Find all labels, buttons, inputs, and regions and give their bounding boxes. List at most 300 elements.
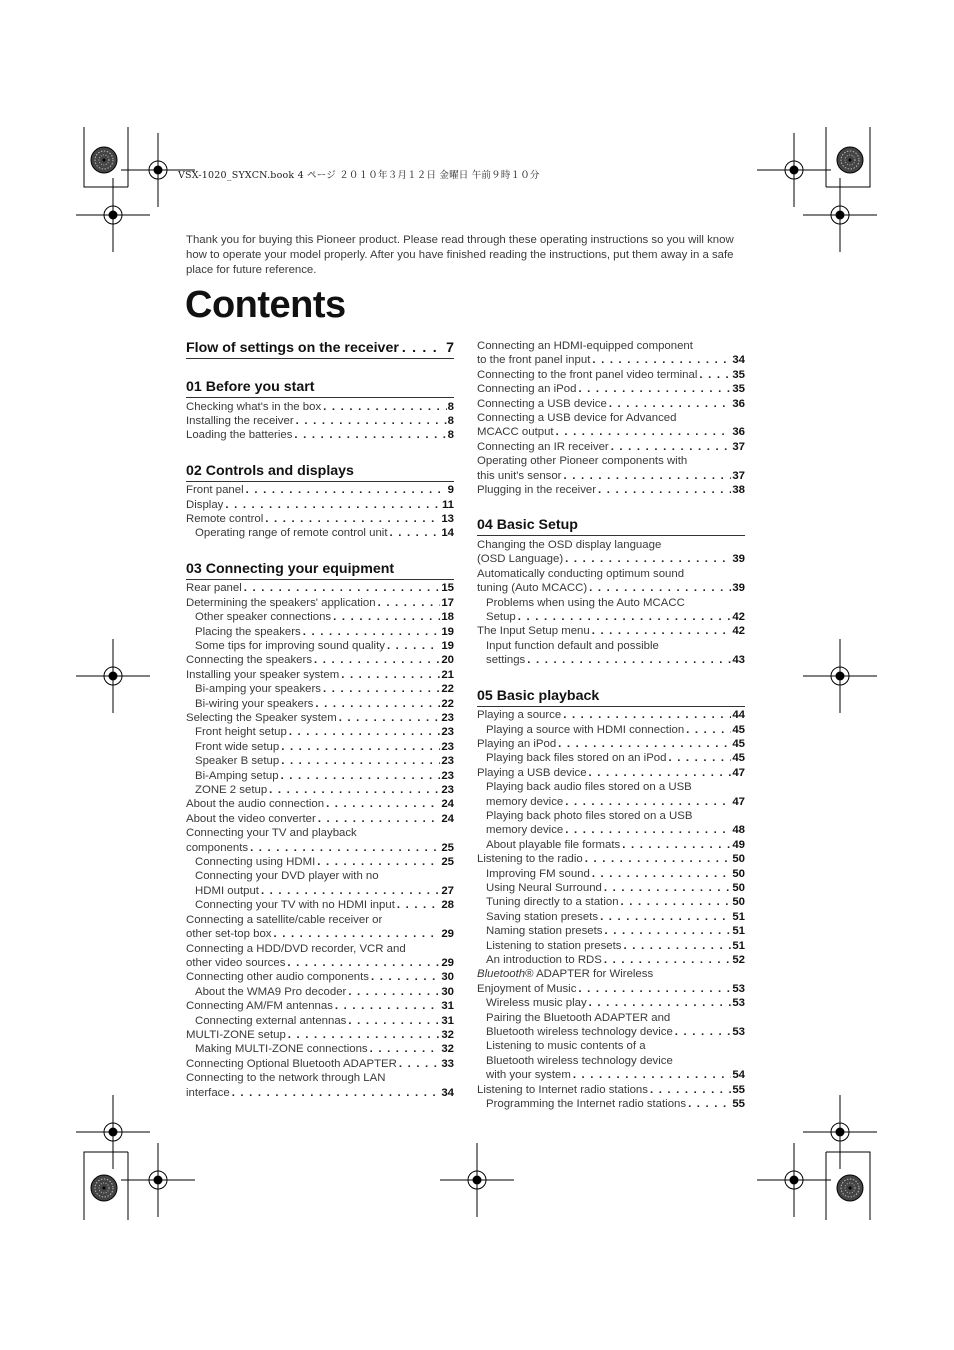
toc-entry-text: tuning (Auto MCACC): [477, 582, 588, 595]
toc-entry-text: Making MULTI-ZONE connections: [195, 1043, 368, 1056]
toc-entry-row: [477, 737, 745, 751]
toc-entry-text: Plugging in the receiver: [477, 484, 597, 497]
toc-entry-text: Connecting a USB device: [477, 397, 607, 410]
toc-entry-text: Connecting your DVD player with no: [195, 870, 379, 883]
toc-entry-text: Playing back files stored on an iPod: [486, 752, 667, 765]
toc-page-number: 15: [441, 582, 454, 595]
toc-entry[interactable]: [186, 826, 454, 855]
toc-leader-dots: [561, 469, 731, 483]
toc-entry-row: [186, 653, 454, 667]
toc-entry-row: [186, 841, 454, 855]
toc-entry[interactable]: [186, 1028, 454, 1042]
toc-page-number: 47: [732, 795, 745, 808]
toc-entry-text: Operating range of remote control unit: [195, 527, 388, 540]
toc-subentry[interactable]: [477, 780, 745, 809]
toc-page-number: 39: [732, 553, 745, 566]
toc-entry-row: [477, 425, 745, 439]
toc-entry[interactable]: [186, 498, 454, 512]
bottom-right-marks: [757, 1095, 877, 1220]
toc-entry-row: [186, 512, 454, 526]
toc-entry[interactable]: [186, 1071, 454, 1100]
toc-entry-row: [186, 400, 454, 414]
toc-leader-dots: [312, 653, 440, 667]
toc-page-number: 38: [732, 484, 745, 497]
toc-entry-text: HDMI output: [195, 884, 259, 897]
toc-subentry[interactable]: [186, 1042, 454, 1056]
toc-page-number: 23: [441, 769, 454, 782]
toc-entry-text: MCACC output: [477, 426, 554, 439]
toc-leader-dots: [590, 624, 732, 638]
toc-subentry[interactable]: [186, 625, 454, 639]
toc-subentry[interactable]: [186, 1014, 454, 1028]
toc-entry-text: Other speaker connections: [195, 611, 332, 624]
toc-entry-row: [195, 985, 454, 999]
toc-section-heading[interactable]: [186, 339, 454, 359]
toc-entry-text: Connecting the speakers: [186, 654, 313, 667]
toc-entry-text: Connecting an IR receiver: [477, 440, 609, 453]
toc-entry[interactable]: [477, 483, 745, 497]
toc-subentry[interactable]: [186, 740, 454, 754]
toc-page-number: 50: [732, 853, 745, 866]
toc-subentry[interactable]: [477, 751, 745, 765]
toc-leader-dots: [223, 498, 441, 512]
toc-subentry[interactable]: [477, 723, 745, 737]
toc-entry[interactable]: [477, 538, 745, 567]
toc-leader-dots: [603, 924, 732, 938]
toc-entry-text: Selecting the Speaker system: [186, 712, 337, 724]
toc-entry-text: other set-top box: [186, 928, 272, 941]
toc-leader-dots: [397, 1057, 440, 1071]
toc-page-number: 32: [441, 1028, 454, 1041]
toc-entry[interactable]: [186, 812, 454, 826]
toc-leader-dots: [596, 483, 731, 497]
toc-entry-row: [486, 795, 745, 809]
toc-entry-text: Listening to music contents of a: [486, 1040, 646, 1053]
toc-entry[interactable]: [186, 668, 454, 682]
toc-subentry[interactable]: [186, 754, 454, 768]
toc-leader-dots: [590, 867, 732, 881]
toc-entry[interactable]: [186, 428, 454, 442]
toc-leader-dots: [242, 581, 441, 595]
toc-leader-dots: [315, 855, 440, 869]
toc-entry[interactable]: [477, 440, 745, 454]
toc-entry-text: with your system: [486, 1069, 571, 1082]
toc-page-number: 23: [441, 784, 454, 797]
toc-subentry[interactable]: [477, 1097, 745, 1111]
toc-entry[interactable]: [186, 596, 454, 610]
toc-entry-text: settings: [486, 654, 526, 667]
toc-leader-dots: [324, 797, 440, 811]
toc-leader-dots: [301, 625, 441, 639]
toc-subentry[interactable]: [186, 639, 454, 653]
toc-section-title: 02 Controls and displays: [186, 462, 354, 479]
toc-section-heading[interactable]: [477, 516, 745, 536]
toc-leader-dots: [399, 339, 444, 357]
toc-subentry[interactable]: [477, 939, 745, 953]
toc-section-page: 7: [446, 340, 454, 356]
toc-subentry[interactable]: [477, 996, 745, 1010]
toc-entry-text: Wireless music play: [486, 997, 587, 1010]
toc-entry-text: Loading the batteries: [186, 429, 293, 442]
toc-entry[interactable]: [477, 339, 745, 368]
toc-entry-row: [186, 711, 454, 725]
toc-entry-row: [186, 668, 454, 682]
toc-entry-text: Installing your speaker system: [186, 668, 340, 681]
toc-entry-row: [186, 797, 454, 811]
toc-entry[interactable]: [477, 368, 745, 382]
toc-page-number: 20: [441, 654, 454, 667]
toc-leader-dots: [230, 1086, 441, 1100]
toc-page-number: 51: [732, 910, 745, 923]
toc-entry[interactable]: [477, 852, 745, 866]
print-header: VSX-1020_SYXCN.book 4 ページ ２０１０年３月１２日 金曜日 午前９時１０分: [178, 170, 540, 181]
toc-entry-text: Pairing the Bluetooth ADAPTER and: [486, 1011, 671, 1024]
toc-leader-dots: [316, 812, 441, 826]
toc-entry-text: Playing back audio files stored on a USB: [486, 781, 692, 794]
toc-page-number: 28: [441, 899, 454, 912]
toc-page-number: 31: [441, 1014, 454, 1027]
toc-entry-row: [486, 881, 745, 895]
toc-page-number: 53: [732, 1026, 745, 1039]
toc-entry[interactable]: [477, 624, 745, 638]
toc-page-number: 36: [732, 397, 745, 410]
toc-entry[interactable]: [477, 737, 745, 751]
toc-subentry[interactable]: [477, 838, 745, 852]
toc-entry-text: Playing a source with HDMI connection: [486, 723, 685, 736]
toc-leader-dots: [385, 639, 440, 653]
toc-entry-text: Placing the speakers: [195, 625, 301, 638]
toc-entry-row: [186, 414, 454, 428]
toc-page-number: 35: [732, 368, 745, 381]
toc-entry-row: [486, 838, 745, 852]
toc-subentry[interactable]: [477, 867, 745, 881]
toc-entry-row: [486, 610, 745, 624]
toc-leader-dots: [607, 397, 732, 411]
toc-leader-dots: [267, 783, 440, 797]
toc-entry-text: Input function default and possible: [486, 639, 659, 652]
toc-section-heading[interactable]: [186, 560, 454, 580]
toc-entry-text: Connecting your TV with no HDMI input: [195, 899, 395, 912]
toc-entry-text: About playable file formats: [486, 838, 621, 851]
toc-subentry[interactable]: [186, 725, 454, 739]
toc-entry[interactable]: [477, 766, 745, 780]
toc-entry-text: An introduction to RDS: [486, 954, 602, 967]
toc-entry-row: [477, 552, 745, 566]
toc-entry-text: Bluetooth wireless technology device: [486, 1054, 673, 1067]
toc-page-number: 50: [732, 882, 745, 894]
toc-entry-row: [195, 725, 454, 739]
toc-entry-row: [477, 368, 745, 382]
toc-leader-dots: [563, 552, 731, 566]
toc-leader-dots: [369, 970, 440, 984]
toc-entry-text: Saving station presets: [486, 910, 599, 923]
toc-leader-dots: [576, 382, 731, 396]
toc-entry-text: other video sources: [186, 956, 286, 969]
toc-leader-dots: [287, 725, 441, 739]
toc-entry-text: Setup: [486, 611, 516, 623]
toc-entry-row: [195, 682, 454, 696]
toc-leader-dots: [648, 1083, 731, 1097]
toc-subentry[interactable]: [477, 924, 745, 938]
toc-entry-row: [477, 624, 745, 638]
toc-page-number: 17: [441, 596, 454, 609]
toc-leader-dots: [673, 1025, 732, 1039]
toc-entry-row: [195, 526, 454, 540]
toc-leader-dots: [292, 428, 446, 442]
toc-entry-text: Front height setup: [195, 726, 287, 739]
toc-leader-dots: [271, 927, 440, 941]
toc-leader-dots: [321, 682, 440, 696]
toc-entry-row: [477, 766, 745, 780]
toc-entry-text: Front panel: [186, 484, 244, 497]
toc-subentry[interactable]: [477, 910, 745, 924]
toc-subentry[interactable]: [186, 898, 454, 912]
toc-entry-row: [195, 1042, 454, 1056]
toc-subentry[interactable]: [477, 1039, 745, 1082]
toc-page-number: 52: [732, 954, 745, 967]
toc-page-number: 35: [732, 383, 745, 396]
toc-entry-row: [477, 581, 745, 595]
toc-page-number: 18: [441, 611, 454, 624]
toc-entry[interactable]: [186, 653, 454, 667]
toc-subentry[interactable]: [186, 697, 454, 711]
toc-section-heading[interactable]: [186, 378, 454, 398]
toc-subentry[interactable]: [477, 953, 745, 967]
toc-entry-row: [186, 428, 454, 442]
toc-entry-row: [195, 1014, 454, 1028]
toc-entry-text: Changing the OSD display language: [477, 538, 662, 551]
toc-entry[interactable]: [186, 913, 454, 942]
toc-leader-dots: [376, 596, 441, 610]
toc-entry-text: Connecting AM/FM antennas: [186, 1000, 333, 1013]
toc-entry-row: [486, 953, 745, 967]
toc-entry[interactable]: [186, 1057, 454, 1071]
toc-leader-dots: [263, 512, 440, 526]
toc-leader-dots: [259, 884, 440, 898]
toc-leader-dots: [697, 368, 731, 382]
toc-entry-row: [195, 610, 454, 624]
toc-page-number: 36: [732, 426, 745, 439]
toc-page-number: 24: [441, 812, 454, 825]
toc-page-number: 8: [447, 429, 454, 442]
toc-column-right: [477, 339, 745, 1112]
toc-entry-text: Installing the receiver: [186, 414, 294, 427]
intro-paragraph: Thank you for buying this Pioneer product. Please read through these operating instructions so you will know how to operate your model properly. After you have finished reading the instructions, put them away in a safe place for future reference.: [186, 234, 734, 276]
toc-page-number: 51: [732, 939, 745, 952]
toc-entry-text: Playing back photo files stored on a USB: [486, 809, 693, 822]
toc-entry-text: Programming the Internet radio stations: [486, 1098, 687, 1111]
toc-entry[interactable]: [186, 942, 454, 971]
toc-entry-text: Playing a source: [477, 709, 562, 722]
toc-subentry[interactable]: [186, 682, 454, 696]
toc-subentry[interactable]: [477, 881, 745, 895]
bottom-center-mark: [440, 1143, 514, 1217]
toc-entry-text: Connecting an HDMI-equipped component: [477, 340, 693, 352]
toc-leader-dots: [368, 1042, 441, 1056]
toc-page-number: 23: [441, 755, 454, 768]
toc-page-number: 14: [441, 527, 454, 540]
toc-entry-row: [486, 1097, 745, 1111]
toc-entry[interactable]: [477, 1083, 745, 1097]
toc-subentry[interactable]: [186, 855, 454, 869]
toc-entry-text: Playing a USB device: [477, 766, 587, 779]
toc-page-number: 23: [441, 740, 454, 753]
toc-subentry[interactable]: [186, 869, 454, 898]
toc-entry-row: [195, 625, 454, 639]
bottom-left-marks: [76, 1095, 195, 1220]
toc-entry-text: Playing an iPod: [477, 737, 557, 750]
toc-page-number: 34: [732, 354, 745, 367]
toc-entry-text: Connecting a HDD/DVD recorder, VCR and: [186, 942, 406, 955]
toc-page-number: 19: [441, 625, 454, 638]
toc-leader-dots: [590, 353, 731, 367]
toc-entry[interactable]: [186, 970, 454, 984]
toc-subentry[interactable]: [186, 610, 454, 624]
toc-leader-dots: [313, 697, 440, 711]
top-left-marks: [76, 127, 195, 252]
toc-leader-dots: [279, 740, 440, 754]
toc-entry-text: Front wide setup: [195, 740, 280, 753]
toc-entry-text: Naming station presets: [486, 925, 603, 938]
toc-entry-text: Some tips for improving sound quality: [195, 639, 385, 652]
top-right-marks: [757, 127, 877, 252]
toc-entry-row: [486, 895, 745, 909]
toc-page-number: 22: [441, 697, 454, 710]
toc-entry-row: [477, 708, 745, 722]
toc-leader-dots: [563, 823, 731, 837]
toc-entry[interactable]: [186, 797, 454, 811]
toc-entry-text: interface: [186, 1086, 230, 1099]
toc-entry-row: [186, 498, 454, 512]
toc-section-title: 05 Basic playback: [477, 687, 600, 704]
toc-leader-dots: [554, 425, 732, 439]
toc-subentry[interactable]: [186, 985, 454, 999]
toc-subentry[interactable]: [186, 783, 454, 797]
toc-entry-text: Connecting Optional Bluetooth ADAPTER: [186, 1057, 397, 1070]
toc-entry-row: [486, 653, 745, 667]
toc-page-number: 47: [732, 766, 745, 779]
toc-subentry[interactable]: [477, 895, 745, 909]
toc-leader-dots: [294, 414, 447, 428]
toc-entry-text: Bi-Amping setup: [195, 769, 279, 782]
toc-page-number: 11: [441, 498, 454, 511]
toc-entry-row: [477, 852, 745, 866]
toc-entry-text: Checking what's in the box: [186, 400, 322, 413]
toc-entry[interactable]: [186, 581, 454, 595]
toc-entry[interactable]: [477, 454, 745, 483]
toc-page-number: 8: [447, 400, 454, 413]
toc-entry-row: [186, 483, 454, 497]
toc-page-number: 45: [732, 723, 745, 736]
toc-page-number: 37: [732, 440, 745, 453]
toc-entry[interactable]: [477, 382, 745, 396]
toc-subentry[interactable]: [186, 526, 454, 540]
toc-page-number: 30: [441, 985, 454, 998]
toc-entry-text: Connecting your TV and playback: [186, 827, 357, 840]
toc-entry-row: [486, 996, 745, 1010]
toc-leader-dots: [602, 953, 731, 967]
toc-entry[interactable]: [186, 999, 454, 1013]
toc-entry-text: components: [186, 841, 249, 854]
toc-leader-dots: [587, 581, 731, 595]
toc-entry-row: [186, 956, 454, 970]
toc-section-heading[interactable]: [477, 687, 745, 707]
toc-leader-dots: [387, 526, 440, 540]
toc-leader-dots: [339, 668, 440, 682]
toc-entry-row: [486, 823, 745, 837]
toc-page-number: 25: [441, 856, 454, 869]
toc-leader-dots: [346, 985, 440, 999]
toc-page-number: 44: [732, 709, 745, 722]
toc-entry-row: [186, 596, 454, 610]
toc-section-heading[interactable]: [186, 462, 454, 482]
toc-leader-dots: [686, 1097, 731, 1111]
toc-page-number: 29: [441, 928, 454, 941]
toc-page-number: 54: [732, 1069, 745, 1082]
toc-page-number: 39: [732, 582, 745, 595]
toc-subentry[interactable]: [477, 596, 745, 625]
toc-entry-text: Listening to the radio: [477, 853, 583, 866]
toc-leader-dots: [619, 895, 732, 909]
toc-entry[interactable]: [477, 411, 745, 440]
toc-entry-text: Operating other Pioneer components with: [477, 455, 688, 468]
toc-subentry[interactable]: [186, 769, 454, 783]
toc-entry-row: [195, 697, 454, 711]
toc-entry[interactable]: [477, 397, 745, 411]
toc-entry-row: [186, 1057, 454, 1071]
toc-entry-text: Connecting external antennas: [195, 1014, 347, 1027]
toc-entry-text: Connecting an iPod: [477, 383, 577, 396]
toc-page-number: 21: [441, 668, 454, 681]
toc-entry[interactable]: [186, 512, 454, 526]
toc-leader-dots: [346, 1014, 440, 1028]
toc-entry[interactable]: [186, 400, 454, 414]
toc-entry-text: Connecting a satellite/cable receiver or: [186, 913, 383, 926]
toc-entry-text: Tuning directly to a station: [486, 896, 619, 909]
toc-subentry[interactable]: [477, 639, 745, 668]
toc-subentry[interactable]: [477, 1011, 745, 1040]
toc-page-number: 55: [732, 1098, 745, 1111]
toc-entry-text: About the WMA9 Pro decoder: [195, 985, 347, 998]
toc-entry-row: [195, 740, 454, 754]
toc-entry-row: [477, 483, 745, 497]
toc-entry-italic: Bluetooth: [477, 968, 526, 981]
toc-page-number: 25: [441, 841, 454, 854]
toc-entry-row: [195, 855, 454, 869]
toc-leader-dots: [331, 610, 440, 624]
toc-entry[interactable]: [186, 414, 454, 428]
toc-entry[interactable]: [477, 708, 745, 722]
toc-page-number: 23: [441, 712, 454, 724]
toc-leader-dots: [279, 769, 441, 783]
page-title: Contents: [185, 284, 346, 326]
toc-entry[interactable]: [477, 967, 745, 996]
toc-leader-dots: [244, 483, 447, 497]
toc-entry-row: [486, 1025, 745, 1039]
toc-entry-text: Problems when using the Auto MCACC: [486, 596, 685, 609]
toc-entry[interactable]: [477, 567, 745, 596]
toc-entry-text: Improving FM sound: [486, 867, 590, 880]
toc-entry[interactable]: [186, 483, 454, 497]
toc-entry[interactable]: [186, 711, 454, 725]
toc-subentry[interactable]: [477, 809, 745, 838]
toc-leader-dots: [248, 841, 440, 855]
toc-leader-dots: [684, 723, 731, 737]
toc-entry-row: [195, 639, 454, 653]
toc-page-number: 19: [441, 639, 454, 652]
toc-entry-text: About the audio connection: [186, 798, 325, 811]
toc-entry-text: memory device: [486, 795, 564, 808]
